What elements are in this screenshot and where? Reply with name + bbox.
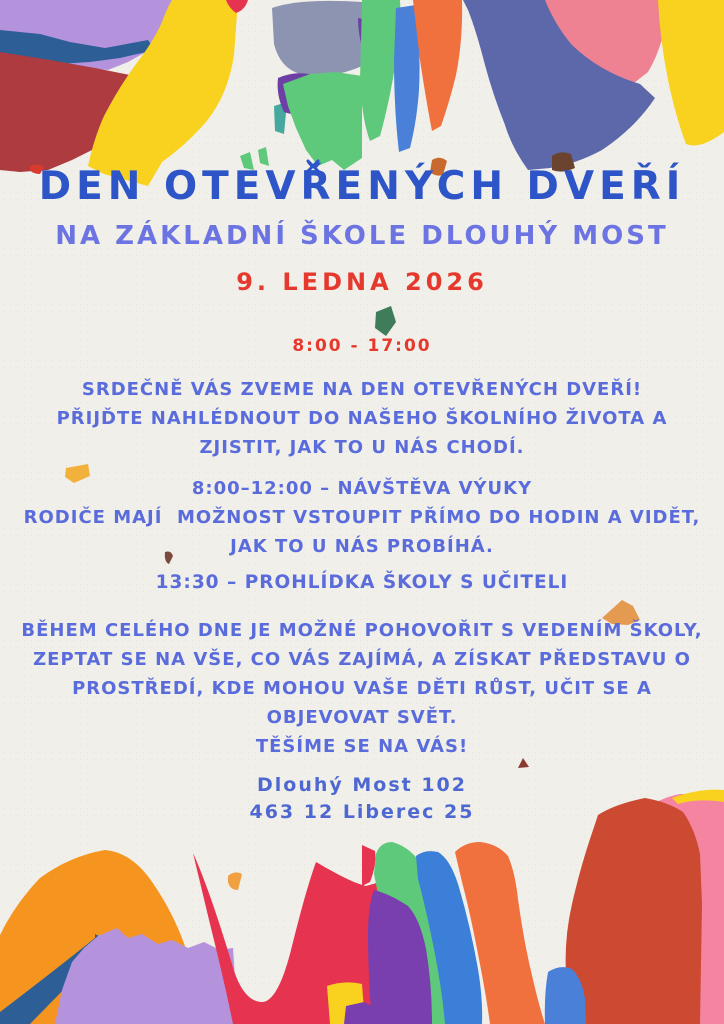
confetti-dark-green	[375, 306, 396, 336]
intro-line: ZJISTIT, JAK TO U NÁS CHODÍ.	[199, 437, 525, 458]
paint-stroke-blue-column	[394, 5, 420, 152]
school-address	[0, 772, 724, 826]
program-morning-line: 8:00–12:00 – NÁVŠTĚVA VÝUKY	[191, 478, 533, 499]
intro-line: SRDEČNĚ VÁS ZVEME NA DEN OTEVŘENÝCH DVEŘÍ!	[81, 379, 643, 400]
intro-paragraph	[0, 375, 724, 462]
paint-stroke-orange-column	[413, 0, 462, 131]
address-line: Dlouhý Most 102	[256, 774, 468, 796]
paint-stroke-yellow-right	[658, 0, 724, 146]
address-line: 463 12 Liberec 25	[249, 801, 475, 823]
program-afternoon-line: 13:30 – PROHLÍDKA ŠKOLY S UČITELI	[155, 572, 569, 593]
paint-stroke-red-tip	[362, 845, 375, 886]
poster-title: DEN OTEVŘENÝCH DVEŘÍ	[38, 164, 686, 209]
paint-stroke-dark-red-mass	[566, 798, 702, 1024]
closing-line: PROSTŘEDÍ, KDE MOHOU VAŠE DĚTI RŮST, UČIT SE A	[72, 678, 652, 699]
paint-stroke-gray-blue	[272, 1, 362, 76]
event-hours: 8:00 - 17:00	[292, 336, 432, 356]
poster-subtitle: NA ZÁKLADNÍ ŠKOLE DLOUHÝ MOST	[55, 221, 669, 251]
event-date: 9. LEDNA 2026	[236, 268, 488, 296]
closing-line: OBJEVOVAT SVĚT.	[266, 707, 458, 728]
program-morning-line: RODIČE MAJÍ MOŽNOST VSTOUPIT PŘÍMO DO HODIN A VIDĚT,	[23, 507, 701, 528]
program-morning-paragraph	[0, 474, 724, 561]
closing-paragraph	[0, 616, 724, 761]
paint-stroke-orange-squiggle	[228, 872, 242, 890]
top-paint-border	[0, 0, 724, 186]
program-morning-line: JAK TO U NÁS PROBÍHÁ.	[230, 536, 494, 557]
intro-line: PŘIJĎTE NAHLÉDNOUT DO NAŠEHO ŠKOLNÍHO ŽIVOTA A	[56, 408, 668, 429]
closing-line: ZEPTAT SE NA VŠE, CO VÁS ZAJÍMÁ, A ZÍSKAT PŘEDSTAVU O	[33, 649, 691, 670]
closing-line: BĚHEM CELÉHO DNE JE MOŽNÉ POHOVOŘIT S VEDENÍM ŠKOLY,	[21, 620, 703, 641]
closing-line: TĚŠÍME SE NA VÁS!	[255, 736, 469, 757]
paint-stroke-green-patch	[283, 72, 362, 170]
